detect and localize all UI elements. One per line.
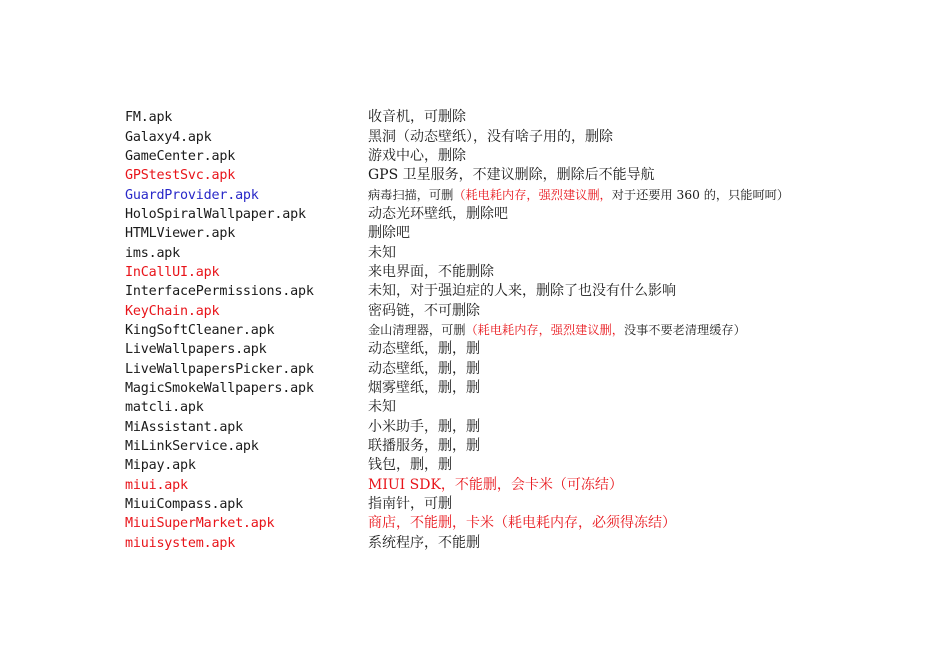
list-item (125, 456, 845, 475)
apk-description (368, 456, 452, 475)
description-segment: 动态壁纸，删，删 (368, 360, 480, 377)
description-segment: 系统程序，不能删 (368, 534, 480, 551)
list-item (125, 359, 845, 378)
apk-filename: GPStestSvc.apk (125, 168, 236, 184)
list-item (125, 127, 845, 146)
apk-description (368, 224, 410, 243)
apk-filename: MagicSmokeWallpapers.apk (125, 380, 314, 396)
description-segment: GPS 卫星服务，不建议删除，删除后不能导航 (368, 167, 655, 184)
list-item (125, 379, 845, 398)
apk-filename: MiLinkService.apk (125, 439, 259, 455)
description-segment: 未知 (368, 399, 396, 416)
apk-filename: Galaxy4.apk (125, 129, 212, 145)
list-item (125, 398, 845, 417)
description-segment: （耗电耗内存，强烈建议删， (453, 187, 612, 202)
list-item (125, 495, 845, 514)
list-item (125, 418, 845, 437)
description-segment: 烟雾壁纸，删，删 (368, 379, 480, 396)
description-segment: 钱包，删，删 (368, 457, 452, 474)
apk-filename: KingSoftCleaner.apk (125, 322, 275, 338)
description-segment: 没事不要老清理缓存） (623, 322, 746, 337)
apk-description (368, 495, 452, 514)
list-item (125, 166, 845, 185)
description-segment: 商店，不能删，卡米（耗电耗内存，必须得冻结） (368, 515, 676, 532)
list-item (125, 437, 845, 456)
list-item (125, 514, 845, 533)
apk-description (368, 379, 480, 398)
description-segment: 未知，对于强迫症的人来，删除了也没有什么影响 (368, 283, 676, 300)
apk-description (368, 360, 480, 379)
list-item (125, 263, 845, 282)
list-item (125, 321, 845, 340)
apk-description (368, 205, 508, 224)
description-segment: （耗电耗内存，强烈建议删， (465, 322, 624, 337)
description-segment: 删除吧 (368, 225, 410, 242)
description-segment: 小米助手，删，删 (368, 418, 480, 435)
apk-description (368, 108, 466, 127)
description-segment: 游戏中心，删除 (368, 147, 466, 164)
apk-description (368, 437, 480, 456)
list-item (125, 243, 845, 262)
description-segment: 密码链，不可删除 (368, 302, 480, 319)
list-item (125, 205, 845, 224)
apk-description (368, 263, 494, 282)
description-segment: 黑洞（动态壁纸），没有啥子用的，删除 (368, 128, 613, 145)
apk-description (368, 398, 396, 417)
apk-description (368, 166, 655, 185)
apk-filename: matcli.apk (125, 400, 204, 416)
apk-description (368, 514, 676, 533)
description-segment: 动态壁纸，删，删 (368, 341, 480, 358)
apk-filename: KeyChain.apk (125, 303, 220, 319)
apk-filename: MiuiCompass.apk (125, 497, 243, 513)
description-segment: 来电界面，不能删除 (368, 263, 494, 280)
description-segment: 收音机，可删除 (368, 109, 466, 126)
apk-description (368, 418, 480, 437)
apk-description (368, 302, 480, 321)
apk-filename: miui.apk (125, 477, 188, 493)
description-segment: 动态光环壁纸，删除吧 (368, 205, 508, 222)
apk-filename: ims.apk (125, 245, 181, 261)
apk-filename: LiveWallpapersPicker.apk (125, 361, 314, 377)
apk-description (368, 147, 466, 166)
list-item (125, 282, 845, 301)
apk-filename: InCallUI.apk (125, 264, 220, 280)
list-item (125, 224, 845, 243)
apk-filename: Mipay.apk (125, 458, 196, 474)
apk-filename: FM.apk (125, 110, 173, 126)
apk-description (368, 340, 480, 359)
description-segment: 指南针，可删 (368, 496, 452, 513)
apk-filename: LiveWallpapers.apk (125, 342, 267, 358)
description-segment: MIUI SDK，不能删，会卡米（可冻结） (368, 476, 623, 493)
apk-filename: InterfacePermissions.apk (125, 284, 314, 300)
apk-description (368, 282, 676, 301)
apk-filename: GameCenter.apk (125, 148, 236, 164)
list-item (125, 185, 845, 204)
list-item (125, 301, 845, 320)
apk-description (368, 186, 789, 205)
apk-filename: GuardProvider.apk (125, 187, 259, 203)
apk-list (125, 108, 845, 553)
description-segment: 病毒扫描，可删 (368, 187, 454, 202)
apk-description (368, 321, 746, 340)
apk-description (368, 476, 623, 495)
description-segment: 金山清理器，可删 (368, 322, 466, 337)
list-item (125, 476, 845, 495)
apk-description (368, 128, 613, 147)
apk-description (368, 244, 396, 263)
apk-filename: MiAssistant.apk (125, 419, 243, 435)
list-item (125, 534, 845, 553)
description-segment: 未知 (368, 244, 396, 261)
apk-filename: MiuiSuperMarket.apk (125, 516, 275, 532)
apk-description (368, 534, 480, 553)
list-item (125, 340, 845, 359)
apk-filename: HoloSpiralWallpaper.apk (125, 206, 306, 222)
list-item (125, 147, 845, 166)
description-segment: 联播服务，删，删 (368, 438, 480, 455)
list-item (125, 108, 845, 127)
apk-filename: miuisystem.apk (125, 535, 236, 551)
description-segment: 对于还要用 360 的，只能呵呵） (611, 187, 790, 202)
apk-filename: HTMLViewer.apk (125, 226, 236, 242)
